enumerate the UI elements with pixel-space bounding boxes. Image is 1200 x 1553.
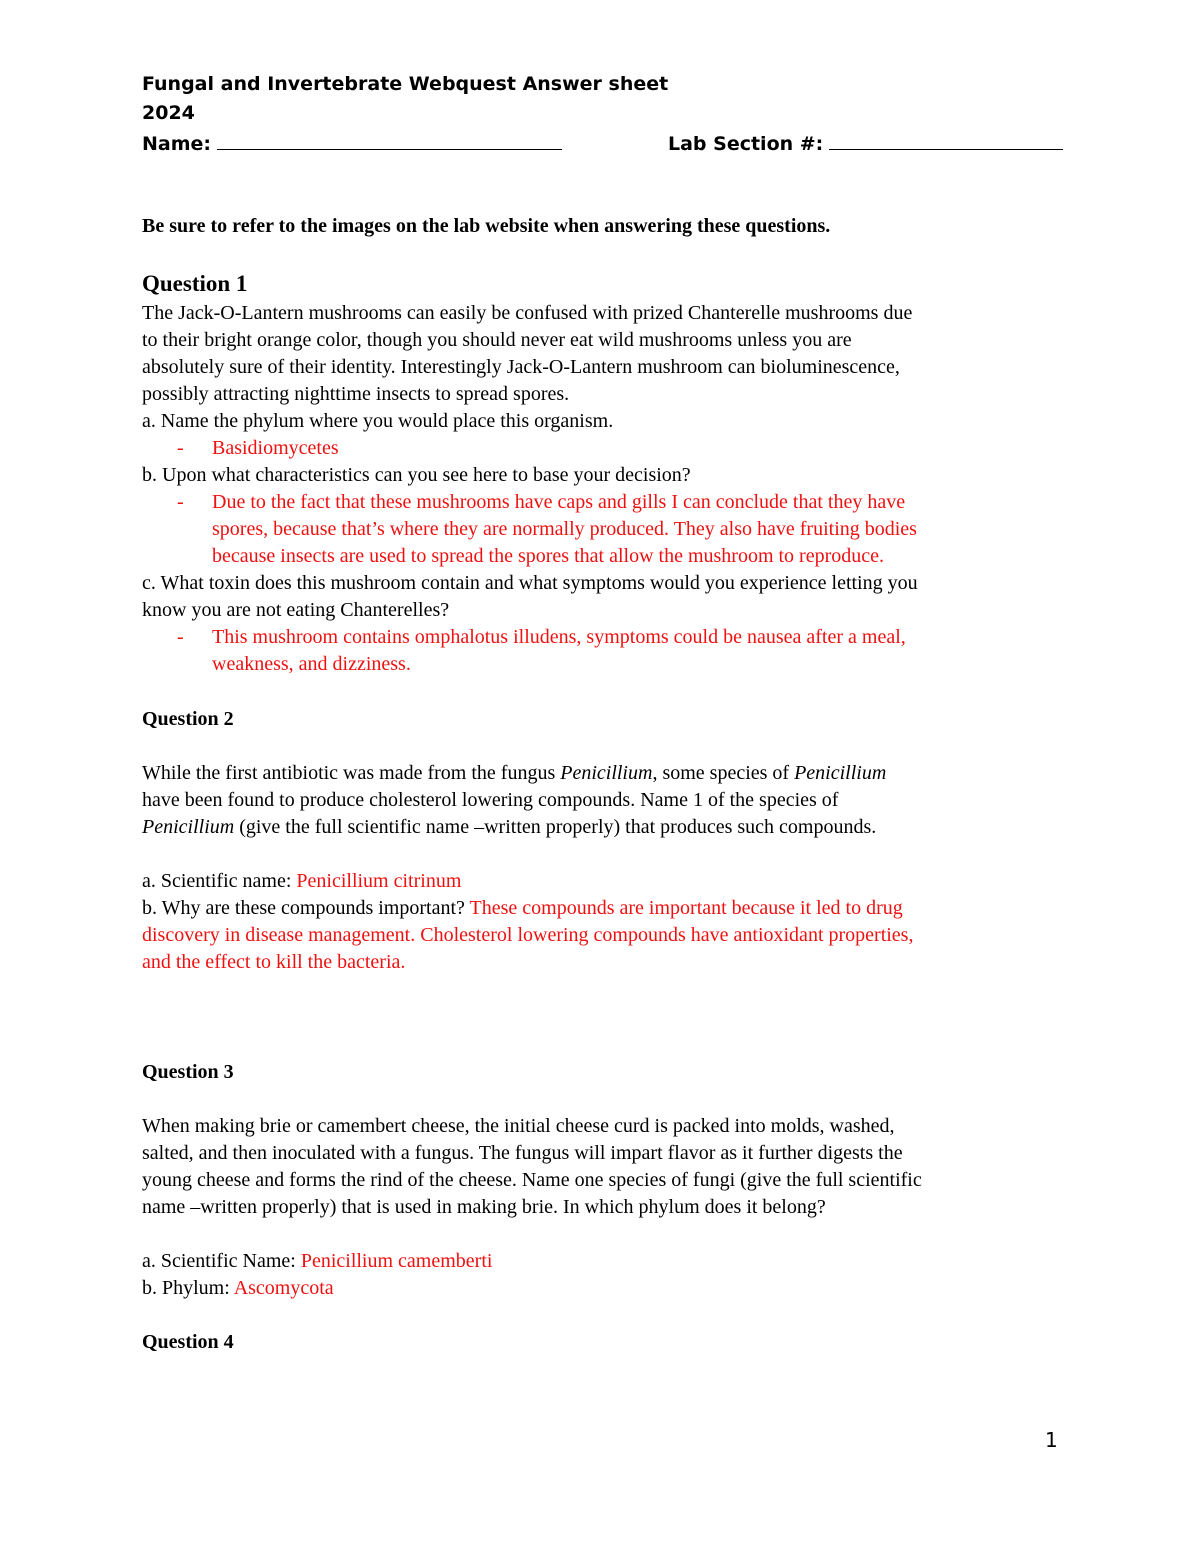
question-2-answer-b-line: discovery in disease management. Cholesterol lowering compounds have antioxidant properties, bbox=[142, 924, 914, 946]
question-3 bbox=[142, 1059, 1072, 1356]
question-2-heading: Question 2 bbox=[142, 708, 234, 730]
question-1-part-b: b. Upon what characteristics can you see here to base your decision? bbox=[142, 464, 691, 486]
document-year: 2024 bbox=[142, 102, 195, 124]
question-3-text-line: name –written properly) that is used in making brie. In which phylum does it belong? bbox=[142, 1196, 826, 1218]
question-1-answer-a: - Basidiomycetes bbox=[177, 437, 339, 459]
question-2-part-b: b. Why are these compounds important? These compounds are important because it led to drug bbox=[142, 897, 903, 919]
name-label: Name: bbox=[142, 133, 212, 155]
name-blank-line bbox=[217, 131, 562, 150]
question-1-part-c-line: know you are not eating Chanterelles? bbox=[142, 599, 450, 621]
document-title: Fungal and Invertebrate Webquest Answer sheet bbox=[142, 73, 669, 95]
question-2-text-line: While the first antibiotic was made from the fungus Penicillium, some species of Penicillium bbox=[142, 762, 887, 784]
instruction-text: Be sure to refer to the images on the lab website when answering these questions. bbox=[142, 215, 831, 237]
question-1-answer-c-line: weakness, and dizziness. bbox=[212, 653, 411, 675]
question-2-text-line: Penicillium (give the full scientific name –written properly) that produces such compounds. bbox=[142, 816, 877, 838]
question-1-intro-line: to their bright orange color, though you should never eat wild mushrooms unless you are bbox=[142, 329, 852, 351]
question-3-part-b: b. Phylum: Ascomycota bbox=[142, 1277, 334, 1299]
question-3-answer-b: Ascomycota bbox=[233, 1277, 334, 1299]
question-4-heading: Question 4 bbox=[142, 1331, 234, 1353]
question-2-answer-b-line: and the effect to kill the bacteria. bbox=[142, 951, 406, 973]
question-2-part-a: a. Scientific name: Penicillium citrinum bbox=[142, 870, 462, 892]
question-3-part-a: a. Scientific Name: Penicillium camemberti bbox=[142, 1250, 493, 1272]
question-3-heading: Question 3 bbox=[142, 1061, 234, 1083]
lab-section-blank-line bbox=[829, 131, 1063, 150]
question-1 bbox=[142, 270, 1072, 678]
question-1-heading: Question 1 bbox=[142, 271, 248, 296]
question-1-part-c-line: c. What toxin does this mushroom contain and what symptoms would you experience letting you bbox=[142, 572, 918, 594]
question-3-answer-a: Penicillium camemberti bbox=[300, 1250, 493, 1272]
question-2-answer-a: Penicillium citrinum bbox=[296, 870, 462, 892]
question-3-text-line: salted, and then inoculated with a fungus. The fungus will impart flavor as it further digests the bbox=[142, 1142, 903, 1164]
question-1-answer-b-line: because insects are used to spread the spores that allow the mushroom to reproduce. bbox=[212, 545, 885, 567]
question-2 bbox=[142, 706, 1072, 976]
question-1-intro-line: absolutely sure of their identity. Interestingly Jack-O-Lantern mushroom can bioluminescence, bbox=[142, 356, 900, 378]
question-3-text-line: When making brie or camembert cheese, the initial cheese curd is packed into molds, washed, bbox=[142, 1115, 895, 1137]
question-1-intro-line: The Jack-O-Lantern mushrooms can easily be confused with prized Chanterelle mushrooms due bbox=[142, 302, 913, 324]
lab-section-field bbox=[668, 131, 1063, 155]
question-1-intro-line: possibly attracting nighttime insects to spread spores. bbox=[142, 383, 570, 405]
name-field bbox=[142, 131, 562, 155]
question-1-answer-c-line: - This mushroom contains omphalotus illudens, symptoms could be nausea after a meal, bbox=[177, 626, 906, 648]
page-number: 1 bbox=[1045, 1428, 1058, 1452]
question-1-answer-b-line: spores, because that’s where they are normally produced. They also have fruiting bodies bbox=[212, 518, 917, 540]
lab-section-label: Lab Section #: bbox=[668, 133, 824, 155]
question-2-text-line: have been found to produce cholesterol lowering compounds. Name 1 of the species of bbox=[142, 789, 839, 811]
question-1-part-a: a. Name the phylum where you would place this organism. bbox=[142, 410, 614, 432]
question-2-answer-b: These compounds are important because it led to drug bbox=[469, 897, 903, 919]
question-1-answer-b-line: - Due to the fact that these mushrooms have caps and gills I can conclude that they have bbox=[177, 491, 906, 513]
question-3-text-line: young cheese and forms the rind of the cheese. Name one species of fungi (give the full scientific bbox=[142, 1169, 922, 1191]
